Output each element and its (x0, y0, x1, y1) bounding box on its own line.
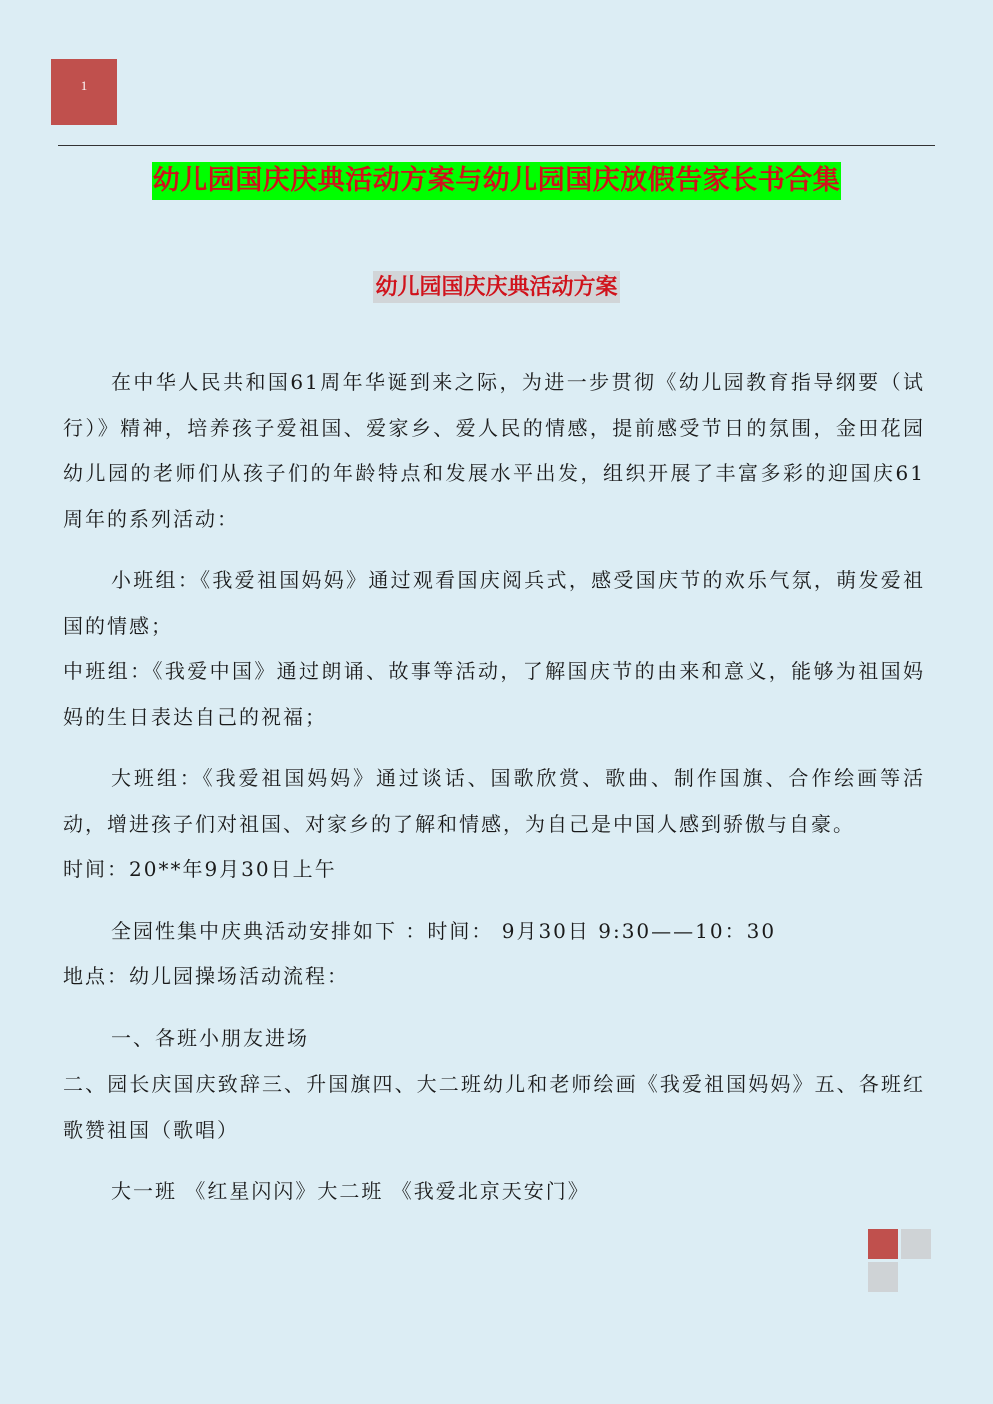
page-number: 1 (80, 78, 88, 93)
paragraph-middle-class: 中班组：《我爱中国》通过朗诵、故事等活动，了解国庆节的由来和意义，能够为祖国妈妈的生日表达自己的祝福； (63, 659, 925, 729)
paragraph-location: 地点：幼儿园操场活动流程： (63, 964, 349, 988)
paragraph-large-class: 大班组：《我爱祖国妈妈》通过谈话、国歌欣赏、歌曲、制作国旗、合作绘画等活动，增进孩子们对祖国、对家乡的了解和情感，为自己是中国人感到骄傲与自豪。 (63, 766, 925, 836)
document-title-text: 幼儿园国庆庆典活动方案与幼儿园国庆放假告家长书合集 (152, 162, 842, 200)
corner-decoration-grey-square (868, 1262, 898, 1292)
page-number-badge (51, 59, 117, 125)
paragraph-steps: 二、园长庆国庆致辞三、升国旗四、大二班幼儿和老师绘画《我爱祖国妈妈》五、各班红歌赞祖国（歌唱） (63, 1072, 925, 1142)
corner-decoration-red-square (868, 1229, 898, 1259)
paragraph-step-one: 一、各班小朋友进场 (111, 1026, 309, 1050)
paragraph-small-class: 小班组：《我爱祖国妈妈》通过观看国庆阅兵式，感受国庆节的欢乐气氛，萌发爱祖国的情感； (63, 568, 925, 638)
paragraph-intro: 在中华人民共和国61周年华诞到来之际，为进一步贯彻《幼儿园教育指导纲要（试行）》精神，培养孩子爱祖国、爱家乡、爱人民的情感，提前感受节日的氛围，金田花园幼儿园的老师们从孩子们的年龄特点和发展水平出发，组织开展了丰富多彩的迎国庆61周年的系列活动： (63, 370, 925, 531)
section-title-text: 幼儿园国庆庆典活动方案 (373, 271, 619, 303)
paragraph-schedule: 全园性集中庆典活动安排如下 ：时间： 9月30日 9:30——10：30 (111, 919, 777, 943)
paragraph-songs: 大一班 《红星闪闪》大二班 《我爱北京天安门》 (111, 1179, 590, 1203)
paragraph-time: 时间：20**年9月30日上午 (63, 857, 337, 881)
document-title (0, 162, 993, 200)
header-divider (58, 145, 935, 146)
corner-decoration-grey-square (901, 1229, 931, 1259)
section-title (0, 271, 993, 303)
